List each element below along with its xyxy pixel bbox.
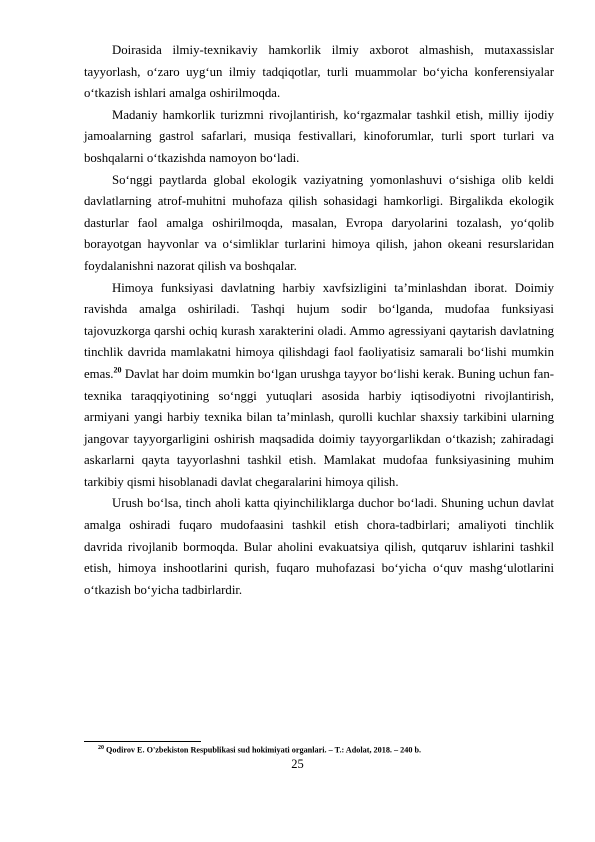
paragraph-5: Urush bo‘lsa, tinch aholi katta qiyinchiliklarga duchor bo‘ladi. Shuning uchun davlat amalga oshiradi fuqaro mudofaasini tashkil etish chora-tadbirlari; amaliyoti tinchlik davrida rivojlanib bormoqda. Bular aholini evakuatsiya qilish, qutqaruv ishlarini tashkil etish, himoya inshootlarini qurish, fuqaro muhofazasi bo‘yicha o‘quv mashg‘ulotlarini o‘tkazish bo‘yicha tadbirlardir. <box>84 496 554 597</box>
paragraph-4 <box>84 278 554 494</box>
paragraph-3: So‘nggi paytlarda global ekologik vaziyatning yomonlashuvi o‘sishiga olib keldi davlatlarning atrof-muhitni muhofaza qilish sohasidagi hamkorligi. Birgalikda ekologik dasturlar faol amalga oshirilmoqda, masalan, Evropa daryolarini tozalash, yo‘qolib borayotgan hayvonlar va o‘simliklar turlarini himoya qilish, jahon okeani resurslaridan foydalanishni nazorat qilish va boshqalar. <box>84 172 554 273</box>
page-number: 25 <box>291 757 304 771</box>
footnote-divider <box>84 741 201 742</box>
body-text <box>84 40 554 601</box>
paragraph-2: Madaniy hamkorlik turizmni rivojlantirish, ko‘rgazmalar tashkil etish, milliy ijodiy jamoalarning gastrol safarlari, musiqa festivallari, kinoforumlar, turli sport turlari va boshqalarni o‘tkazishda namoyon bo‘ladi. <box>84 107 554 165</box>
footnote-text: Qodirov E. O'zbekiston Respublikasi sud hokimiyati organlari. – T.: Adolat, 2018. – 240 b. <box>104 745 422 755</box>
footnote-reference[interactable]: 20 <box>113 365 122 375</box>
paragraph-4-text-b: Davlat har doim mumkin bo‘lgan urushga tayyor bo‘lishi kerak. Buning uchun fan-texnika taraqqiyotining so‘nggi yutuqlari asosida harbiy iqtisodiyotni rivojlantirish, armiyani yangi harbiy texnika bilan ta’minlash, qurolli kuchlar shaxsiy tarkibini ularning jangovar tayyorgarligini oshirish maqsadida doimiy tayyorgarlikdan o‘tkazish; zahiradagi askarlarni qayta tayyorlashni tashkil etish. Mamlakat mudofaa funksiyasining muhim tarkibiy qismi hisoblanadi davlat chegaralarini himoya qilish. <box>84 366 554 489</box>
paragraph-4-text-a: Himoya funksiyasi davlatning harbiy xavfsizligini ta’minlashdan iborat. Doimiy ravishda amalga oshiriladi. Tashqi hujum sodir bo‘lganda, mudofaa funksiyasi tajovuzkorga qarshi ochiq kurash xarakterini oladi. Ammo agressiyani qaytarish davlatning tinchlik davrida mamlakatni himoya qilishdagi faol faoliyatisiz samarali bo‘lishi mumkin emas. <box>84 280 554 381</box>
footnote-marker: 20 <box>98 745 104 751</box>
paragraph-1: Doirasida ilmiy-texnikaviy hamkorlik ilmiy axborot almashish, mutaxassislar tayyorlash, o‘zaro uyg‘un ilmiy tadqiqotlar, turli muammolar bo‘yicha konferensiyalar o‘tkazish ishlari amalga oshirilmoqda. <box>84 43 554 101</box>
footnote <box>98 743 558 756</box>
